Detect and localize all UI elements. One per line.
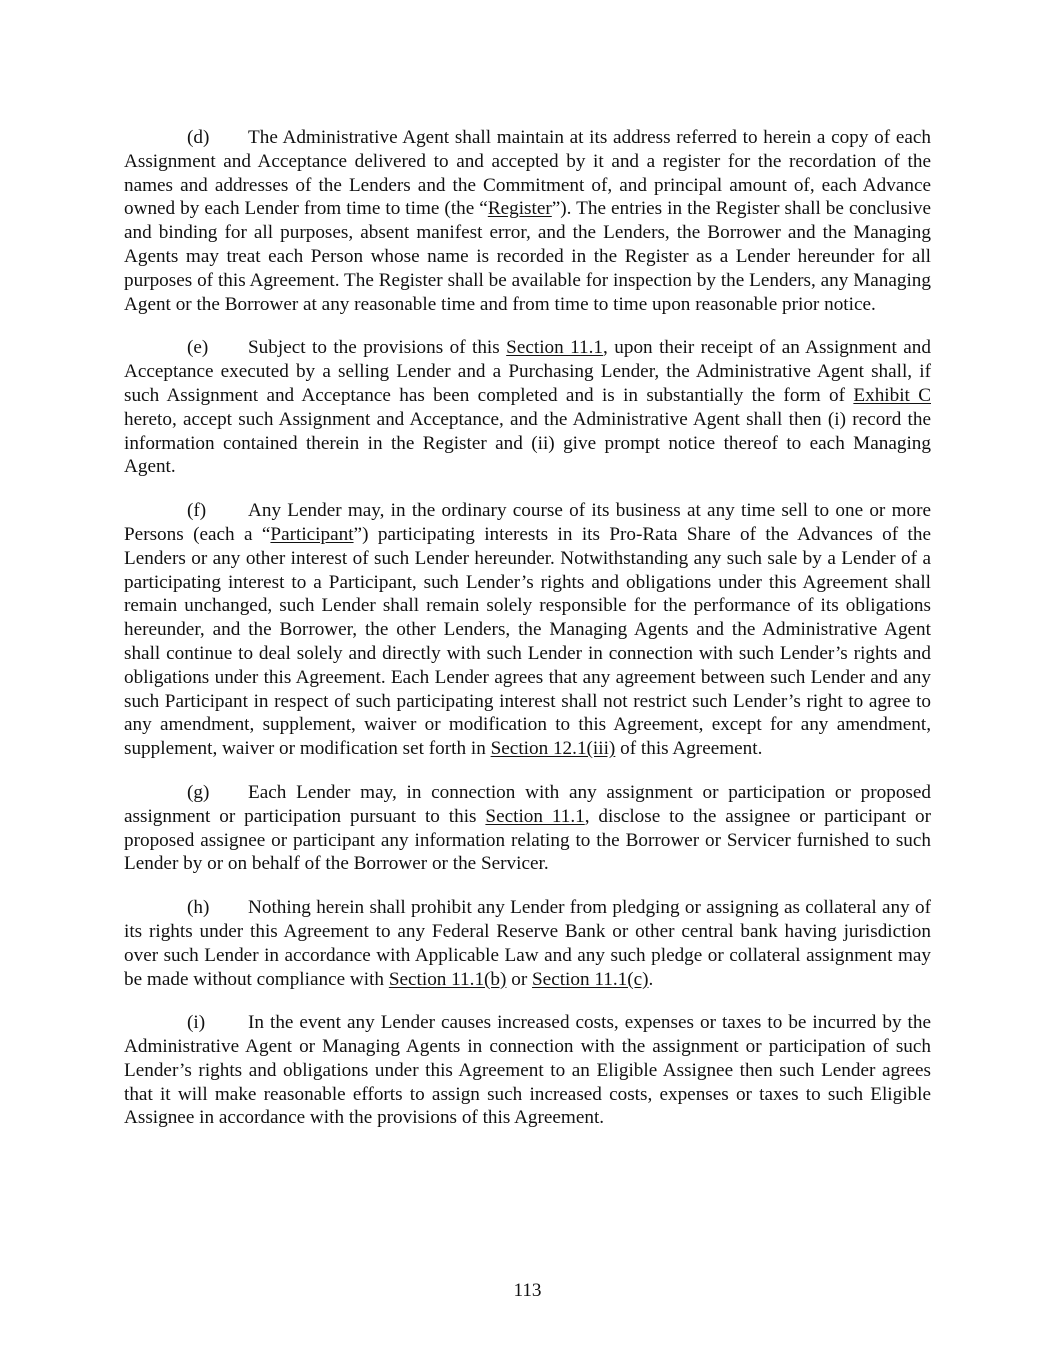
cross-reference: Section 11.1(c): [532, 968, 649, 990]
paragraph-text: ”) participating interests in its Pro-Rata Share of the Advances of the Lenders or any other interest of such Lender hereunder. Notwithstanding any such sale by a Lender of a participating interest to a Participant, such Lender’s rights and obligations under this Agreement shall remain unchanged, such Lender shall remain solely responsible for the performance of its obligations hereunder, and the Borrower, the other Lenders, the Managing Agents and the Administrative Agent shall continue to deal solely and directly with such Lender in connection with such Lender’s rights and obligations under this Agreement. Each Lender agrees that any agreement between such Lender and any such Participant in respect of such participating interest shall not restrict such Lender’s right to agree to any amendment, supplement, waiver or modification to this Agreement, except for any amendment, supplement, waiver or modification set forth in: [124, 523, 931, 760]
paragraph-text: .: [648, 968, 654, 990]
paragraph-text: or: [506, 968, 532, 990]
paragraph-d: [124, 126, 931, 316]
cross-reference: Section 11.1(b): [388, 968, 507, 990]
cross-reference: Participant: [270, 523, 354, 545]
cross-reference: Exhibit C: [853, 384, 931, 406]
paragraph-label: (f): [187, 500, 207, 522]
paragraph-text: , disclose to the assignee or participant or proposed assignee or participant any information relating to the Borrower or Servicer furnished to such Lender by or on behalf of the Borrower or the Servicer.: [124, 805, 932, 875]
paragraph-text: hereto, accept such Assignment and Acceptance, and the Administrative Agent shall then (i) record the information contained therein in the Register and (ii) give prompt notice thereof to each Managing Agent.: [124, 408, 931, 478]
paragraph-text: In the event any Lender causes increased costs, expenses or taxes to be incurred by the Administrative Agent or Managing Agents in connection with the assignment or participation of such Lender’s rights and obligations under this Agreement to an Eligible Assignee then such Lender agrees that it will make reasonable efforts to assign such increased costs, expenses or taxes to such Eligible Assignee in accordance with the provisions of this Agreement.: [124, 1012, 931, 1129]
paragraph-text: , upon their receipt of an Assignment and Acceptance executed by a selling Lender and a Purchasing Lender, the Administrative Agent shall, if such Assignment and Acceptance has been completed and is in substantially the form of: [124, 337, 931, 406]
cross-reference: Section 11.1: [506, 337, 604, 359]
paragraph-label: (e): [187, 337, 209, 359]
paragraph-label: (i): [187, 1012, 206, 1034]
cross-reference: Section 12.1(iii): [490, 738, 616, 760]
paragraph-text: Each Lender may, in connection with any assignment or participation or proposed assignment or participation pursuant to this: [124, 781, 931, 827]
paragraph-e: [124, 336, 931, 479]
document-body: [124, 126, 931, 1150]
cross-reference: Register: [487, 198, 552, 220]
cross-reference: Section 11.1: [485, 805, 585, 827]
paragraph-text: ”). The entries in the Register shall be conclusive and binding for all purposes, absent manifest error, and the Lenders, the Borrower and the Managing Agents may treat each Person whose name is recorded in the Register as a Lender hereunder for all purposes of this Agreement. The Register shall be available for inspection by the Lenders, any Managing Agent or the Borrower at any reasonable time and from time to time upon reasonable prior notice.: [124, 198, 931, 315]
paragraph-label: (g): [187, 781, 210, 803]
paragraph-h: [124, 896, 931, 991]
paragraph-f: [124, 499, 931, 761]
paragraph-text: The Administrative Agent shall maintain at its address referred to herein a copy of each Assignment and Acceptance delivered to and accepted by it and a register for the recordation of the names and addresses of the Lenders and the Commitment of, and principal amount of, each Advance owned by each Lender from time to time (the “: [124, 127, 931, 220]
paragraph-text: of this Agreement.: [615, 738, 763, 760]
paragraph-label: (d): [187, 127, 210, 148]
paragraph-label: (h): [187, 897, 210, 919]
page-number: 113: [513, 1280, 542, 1301]
paragraph-i: [124, 1011, 931, 1130]
paragraph-text: Subject to the provisions of this: [248, 337, 507, 359]
paragraph-g: [124, 781, 931, 876]
paragraph-text: Nothing herein shall prohibit any Lender from pledging or assigning as collateral any of its rights under this Agreement to any Federal Reserve Bank or other central bank having jurisdiction over such Lender in accordance with Applicable Law and any such pledge or collateral assignment may be made without compliance with: [124, 897, 931, 990]
paragraph-text: Any Lender may, in the ordinary course of its business at any time sell to one or more Persons (each a “: [124, 500, 931, 545]
